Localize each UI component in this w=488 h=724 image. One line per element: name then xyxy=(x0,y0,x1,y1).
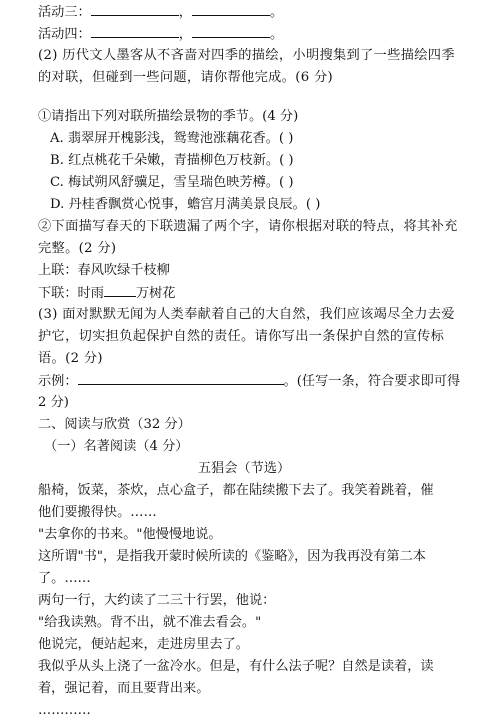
section-2-heading: 二、阅读与欣赏（32 分） xyxy=(38,417,191,432)
couplet-lower-prefix: 下联：时雨 xyxy=(38,286,104,301)
option-b: B. 红点桃花千朵嫩，青描柳色万枝新。( ) xyxy=(50,153,294,168)
activity-3-blank-1[interactable] xyxy=(91,1,179,16)
option-a: A. 翡翠屏开槐影浅，鸳鸯池涨藕花香。( ) xyxy=(50,131,294,146)
excerpt-line: 这所谓"书"，是指我开蒙时候所读的《鉴略》，因为我再没有第二本 xyxy=(38,549,426,564)
option-d: D. 丹桂香飘赏心悦事，蟾宫月满美景良辰。( ) xyxy=(50,197,321,212)
option-c: C. 梅试朔风舒骥足，雪呈瑞色映芳樽。( ) xyxy=(50,175,294,190)
excerpt-line: 两句一行，大约读了二三十行罢，他说： xyxy=(38,593,276,608)
couplet-lower-suffix: 万树花 xyxy=(135,286,176,301)
activity-4-blank-2[interactable] xyxy=(192,23,270,38)
activity-4-end: 。 xyxy=(269,27,284,42)
excerpt-line: 他们要搬得快。…… xyxy=(38,505,157,520)
activity-3-label: 活动三： xyxy=(38,5,91,20)
activity-4-line xyxy=(38,23,464,46)
couplet-lower-blank[interactable] xyxy=(104,282,136,297)
question-2-intro: (2) 历代文人墨客从不吝啬对四季的描绘，小明搜集到了一些描绘四季的对联，但碰到一些问题，请你帮他完成。(6 分) xyxy=(38,48,455,85)
excerpt-line: ………… xyxy=(38,703,91,718)
activity-4-label: 活动四： xyxy=(38,27,91,42)
couplet-upper: 上联：春风吹绿千枝柳 xyxy=(38,263,170,278)
excerpt-line: 我似乎从头上浇了一盆冷水。但是，有什么法子呢？自然是读着，读 xyxy=(38,659,434,674)
example-line xyxy=(38,370,464,393)
question-3: (3) 面对默默无闻为人类奉献着自己的大自然，我们应该竭尽全力去爱护它，切实担负起保护自然的责任。请你写出一条保护自然的宣传标语。(2 分) xyxy=(38,307,455,366)
example-tail: 。(任写一条，符合要求即可得 xyxy=(283,374,461,389)
excerpt-line: 着，强记着，而且要背出来。 xyxy=(38,681,210,696)
excerpt-line: 船椅，饭菜，茶炊，点心盒子，都在陆续搬下去了。我笑着跳着，催 xyxy=(38,483,434,498)
activity-4-blank-1[interactable] xyxy=(91,23,179,38)
activity-4-comma: ， xyxy=(178,27,192,42)
example-tail-2: 2 分) xyxy=(38,395,69,410)
excerpt-line: "给我读熟。背不出，就不准去看会。" xyxy=(38,615,262,630)
example-blank[interactable] xyxy=(78,370,284,385)
excerpt-line: 他说完，便站起来，走进房里去了。 xyxy=(38,637,249,652)
question-2-part-1: ①请指出下列对联所描绘景物的季节。(4 分) xyxy=(38,109,299,124)
section-2-1-heading: （一）名著阅读（4 分） xyxy=(44,439,189,454)
activity-3-comma: ， xyxy=(178,5,192,20)
couplet-lower xyxy=(38,282,464,305)
excerpt-title: 五猖会（节选） xyxy=(197,461,291,476)
excerpt-line: "去拿你的书来。"他慢慢地说。 xyxy=(38,527,222,542)
excerpt-line: 了。…… xyxy=(38,571,91,586)
activity-3-blank-2[interactable] xyxy=(192,1,270,16)
activity-3-end: 。 xyxy=(269,5,284,20)
activity-3-line xyxy=(38,1,464,24)
question-2-part-2: ②下面描写春天的下联遗漏了两个字，请你根据对联的特点，将其补充完整。(2 分) xyxy=(38,219,458,256)
example-label: 示例： xyxy=(38,374,78,389)
